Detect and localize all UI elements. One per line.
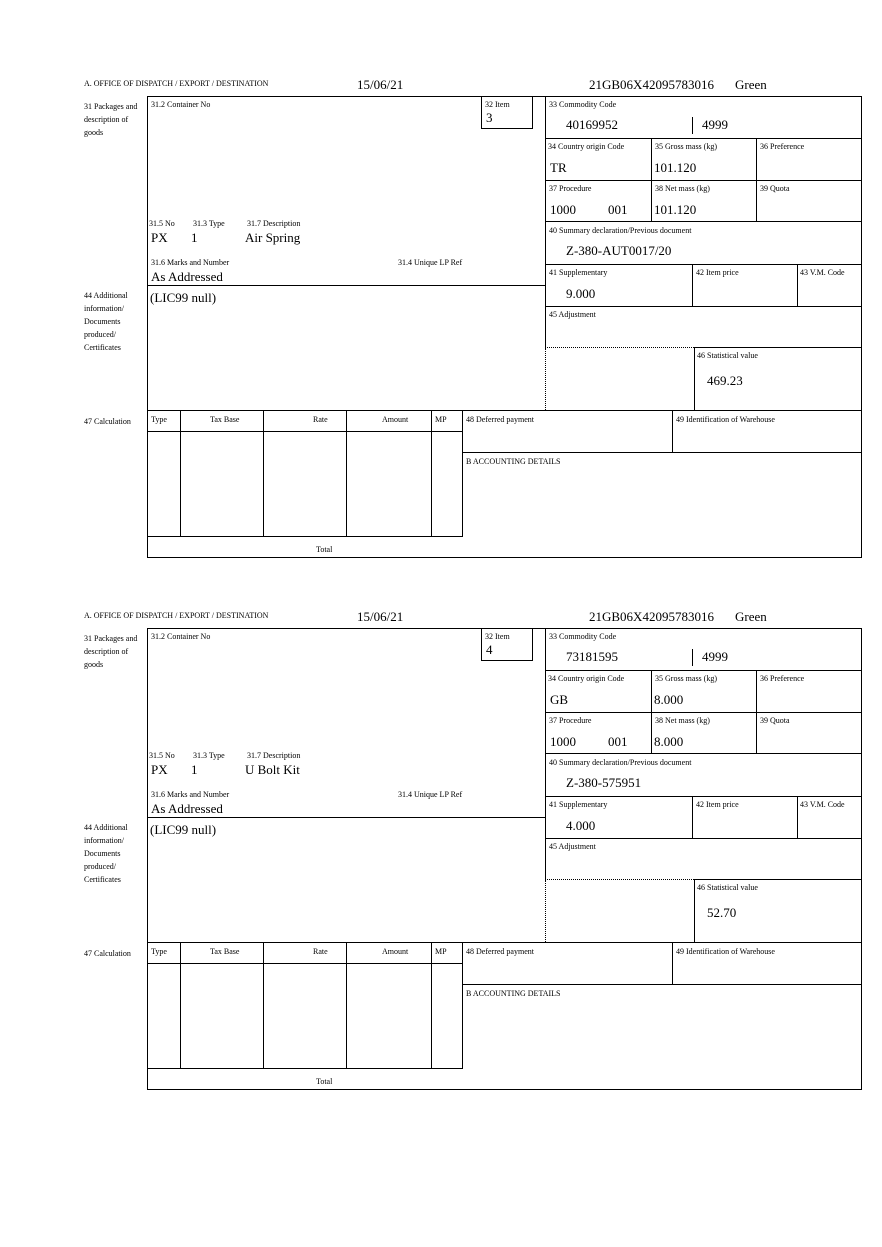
commodity-code-label: 33 Commodity Code: [549, 100, 617, 109]
calc-header-line: [147, 963, 462, 964]
header-route: Green: [735, 77, 767, 92]
marks-label: 31.6 Marks and Number: [151, 790, 230, 799]
procedure-suffix-value: 001: [608, 734, 628, 749]
package-type-label: 31.3 Type: [193, 751, 225, 760]
warehouse-label: 49 Identification of Warehouse: [676, 415, 775, 424]
quota-label: 39 Quota: [760, 716, 790, 725]
adjustment-dotted-line: [545, 879, 694, 880]
row48-bottom-line: [462, 984, 861, 985]
item-box-left: [481, 96, 482, 129]
row41-bottom-line: [545, 306, 861, 307]
total-label: Total: [316, 545, 333, 554]
header-route: Green: [735, 609, 767, 624]
package-type-value: 1: [191, 230, 198, 245]
vm-code-label: 43 V.M. Code: [800, 268, 845, 277]
calc-type-header: Type: [151, 415, 167, 424]
row34-bottom-line: [545, 712, 861, 713]
item-box-right: [532, 96, 533, 129]
row45-bottom-line: [694, 879, 861, 880]
vm-code-label: 43 V.M. Code: [800, 800, 845, 809]
statistical-value-value: 52.70: [707, 905, 737, 920]
country-origin-value: GB: [550, 692, 569, 707]
statistical-value-label: 46 Statistical value: [697, 883, 758, 892]
package-no-label: 31.5 No: [149, 219, 175, 228]
supplementary-label: 41 Supplementary: [549, 268, 608, 277]
packages-label: 31 Packages and description of goods: [84, 102, 138, 137]
box33-bottom-line: [545, 670, 861, 671]
package-type-label: 31.3 Type: [193, 219, 225, 228]
top-border: [147, 628, 861, 629]
procedure-label: 37 Procedure: [549, 716, 592, 725]
rate-header: Rate: [313, 947, 328, 956]
col-divider-42: [692, 796, 693, 838]
header-reference: 21GB06X42095783016: [589, 77, 714, 92]
additional-info-label: 44 Additional information/ Documents produced/ Certificates: [84, 291, 128, 352]
adjustment-label: 45 Adjustment: [549, 310, 596, 319]
gross-mass-value: 8.000: [654, 692, 684, 707]
top-border: [147, 96, 861, 97]
marks-label: 31.6 Marks and Number: [151, 258, 230, 267]
tax-base-header: Tax Base: [210, 415, 240, 424]
package-no-value: PX: [151, 230, 168, 245]
adjustment-dotted-line: [545, 347, 694, 348]
procedure-suffix-value: 001: [608, 202, 628, 217]
right-border: [861, 628, 862, 1090]
supplementary-value: 4.000: [566, 818, 596, 833]
supplementary-label: 41 Supplementary: [549, 800, 608, 809]
commodity-suffix-value: 4999: [702, 649, 728, 664]
amount-header: Amount: [382, 415, 409, 424]
commodity-code-separator: [692, 117, 693, 134]
quota-label: 39 Quota: [760, 184, 790, 193]
col-divider-49: [672, 942, 673, 985]
net-mass-label: 38 Net mass (kg): [655, 184, 710, 193]
col-divider-42: [692, 264, 693, 306]
rate-header: Rate: [313, 415, 328, 424]
office-of-dispatch-label: A. OFFICE OF DISPATCH / EXPORT / DESTINATION: [84, 611, 269, 620]
mp-header: MP: [435, 947, 447, 956]
statistical-value-value: 469.23: [707, 373, 743, 388]
calc-col-1: [180, 410, 181, 537]
supplementary-value: 9.000: [566, 286, 596, 301]
statistical-value-left: [694, 879, 695, 943]
procedure-code-value: 1000: [550, 734, 576, 749]
row48-bottom-line: [462, 452, 861, 453]
deferred-payment-label: 48 Deferred payment: [466, 415, 534, 424]
calculation-top-line: [147, 942, 862, 943]
item-box-bottom: [481, 128, 533, 129]
marks-value: As Addressed: [151, 269, 223, 284]
description-label: 31.7 Description: [247, 219, 301, 228]
header-reference: 21GB06X42095783016: [589, 609, 714, 624]
description-label: 31.7 Description: [247, 751, 301, 760]
country-origin-value: TR: [550, 160, 567, 175]
calculation-label: 47 Calculation: [84, 949, 131, 958]
summary-declaration-value: Z-380-575951: [566, 775, 642, 790]
calc-col-3: [346, 410, 347, 537]
calc-col-4: [431, 410, 432, 537]
package-no-label: 31.5 No: [149, 751, 175, 760]
commodity-suffix-value: 4999: [702, 117, 728, 132]
middle-dotted-divider: [545, 348, 546, 410]
description-value: Air Spring: [245, 230, 301, 245]
deferred-payment-label: 48 Deferred payment: [466, 947, 534, 956]
gross-mass-label: 35 Gross mass (kg): [655, 142, 717, 151]
additional-info-value: (LIC99 null): [150, 290, 217, 305]
box33-bottom-line: [545, 138, 861, 139]
middle-dotted-divider: [545, 880, 546, 942]
commodity-code-label: 33 Commodity Code: [549, 632, 617, 641]
procedure-label: 37 Procedure: [549, 184, 592, 193]
box31-bottom-line: [147, 285, 545, 286]
country-origin-label: 34 Country origin Code: [548, 674, 625, 683]
total-label: Total: [316, 1077, 333, 1086]
col-divider-49: [672, 410, 673, 453]
row40-bottom-line: [545, 264, 861, 265]
packages-label: 31 Packages and description of goods: [84, 634, 138, 669]
item-box-right: [532, 628, 533, 661]
commodity-code-separator: [692, 649, 693, 666]
calc-col-2: [263, 942, 264, 1069]
calc-header-line: [147, 431, 462, 432]
left-border: [147, 628, 148, 1090]
calc-col-5: [462, 942, 463, 1069]
container-no-label: 31.2 Container No: [151, 632, 211, 641]
adjustment-label: 45 Adjustment: [549, 842, 596, 851]
declaration-item-form: [0, 532, 882, 1086]
declaration-item-form: [0, 0, 882, 554]
additional-info-value: (LIC99 null): [150, 822, 217, 837]
middle-divider: [545, 628, 546, 880]
calculation-top-line: [147, 410, 862, 411]
row34-bottom-line: [545, 180, 861, 181]
calc-type-header: Type: [151, 947, 167, 956]
net-mass-label: 38 Net mass (kg): [655, 716, 710, 725]
header-date: 15/06/21: [357, 609, 404, 624]
col-divider-43: [797, 796, 798, 838]
unique-lp-ref-label: 31.4 Unique LP Ref: [398, 258, 463, 267]
row37-bottom-line: [545, 753, 861, 754]
country-origin-label: 34 Country origin Code: [548, 142, 625, 151]
item-label: 32 Item: [485, 632, 510, 641]
net-mass-value: 8.000: [654, 734, 684, 749]
statistical-value-left: [694, 347, 695, 411]
header-date: 15/06/21: [357, 77, 404, 92]
office-of-dispatch-label: A. OFFICE OF DISPATCH / EXPORT / DESTINATION: [84, 79, 269, 88]
left-border: [147, 96, 148, 558]
item-price-label: 42 Item price: [696, 800, 739, 809]
procedure-code-value: 1000: [550, 202, 576, 217]
row40-bottom-line: [545, 796, 861, 797]
calc-col-5: [462, 410, 463, 537]
calc-total-line: [147, 1068, 463, 1069]
unique-lp-ref-label: 31.4 Unique LP Ref: [398, 790, 463, 799]
item-value: 4: [486, 642, 493, 657]
row45-bottom-line: [694, 347, 861, 348]
additional-info-label: 44 Additional information/ Documents produced/ Certificates: [84, 823, 128, 884]
row41-bottom-line: [545, 838, 861, 839]
right-border: [861, 96, 862, 558]
package-type-value: 1: [191, 762, 198, 777]
bottom-border: [147, 1089, 862, 1090]
col-divider-43: [797, 264, 798, 306]
gross-mass-label: 35 Gross mass (kg): [655, 674, 717, 683]
row37-bottom-line: [545, 221, 861, 222]
calc-col-1: [180, 942, 181, 1069]
middle-divider: [545, 96, 546, 348]
tax-base-header: Tax Base: [210, 947, 240, 956]
marks-value: As Addressed: [151, 801, 223, 816]
accounting-details-label: B ACCOUNTING DETAILS: [466, 989, 561, 998]
item-box-left: [481, 628, 482, 661]
mp-header: MP: [435, 415, 447, 424]
summary-declaration-label: 40 Summary declaration/Previous document: [549, 758, 692, 767]
calculation-label: 47 Calculation: [84, 417, 131, 426]
calc-col-3: [346, 942, 347, 1069]
gross-mass-value: 101.120: [654, 160, 697, 175]
net-mass-value: 101.120: [654, 202, 697, 217]
accounting-details-label: B ACCOUNTING DETAILS: [466, 457, 561, 466]
package-no-value: PX: [151, 762, 168, 777]
item-label: 32 Item: [485, 100, 510, 109]
preference-label: 36 Preference: [760, 674, 805, 683]
calc-col-2: [263, 410, 264, 537]
statistical-value-label: 46 Statistical value: [697, 351, 758, 360]
summary-declaration-value: Z-380-AUT0017/20: [566, 243, 672, 258]
container-no-label: 31.2 Container No: [151, 100, 211, 109]
preference-label: 36 Preference: [760, 142, 805, 151]
box31-bottom-line: [147, 817, 545, 818]
item-box-bottom: [481, 660, 533, 661]
description-value: U Bolt Kit: [245, 762, 300, 777]
commodity-code-value: 40169952: [566, 117, 618, 132]
item-price-label: 42 Item price: [696, 268, 739, 277]
summary-declaration-label: 40 Summary declaration/Previous document: [549, 226, 692, 235]
calc-col-4: [431, 942, 432, 1069]
amount-header: Amount: [382, 947, 409, 956]
item-value: 3: [486, 110, 493, 125]
commodity-code-value: 73181595: [566, 649, 618, 664]
warehouse-label: 49 Identification of Warehouse: [676, 947, 775, 956]
